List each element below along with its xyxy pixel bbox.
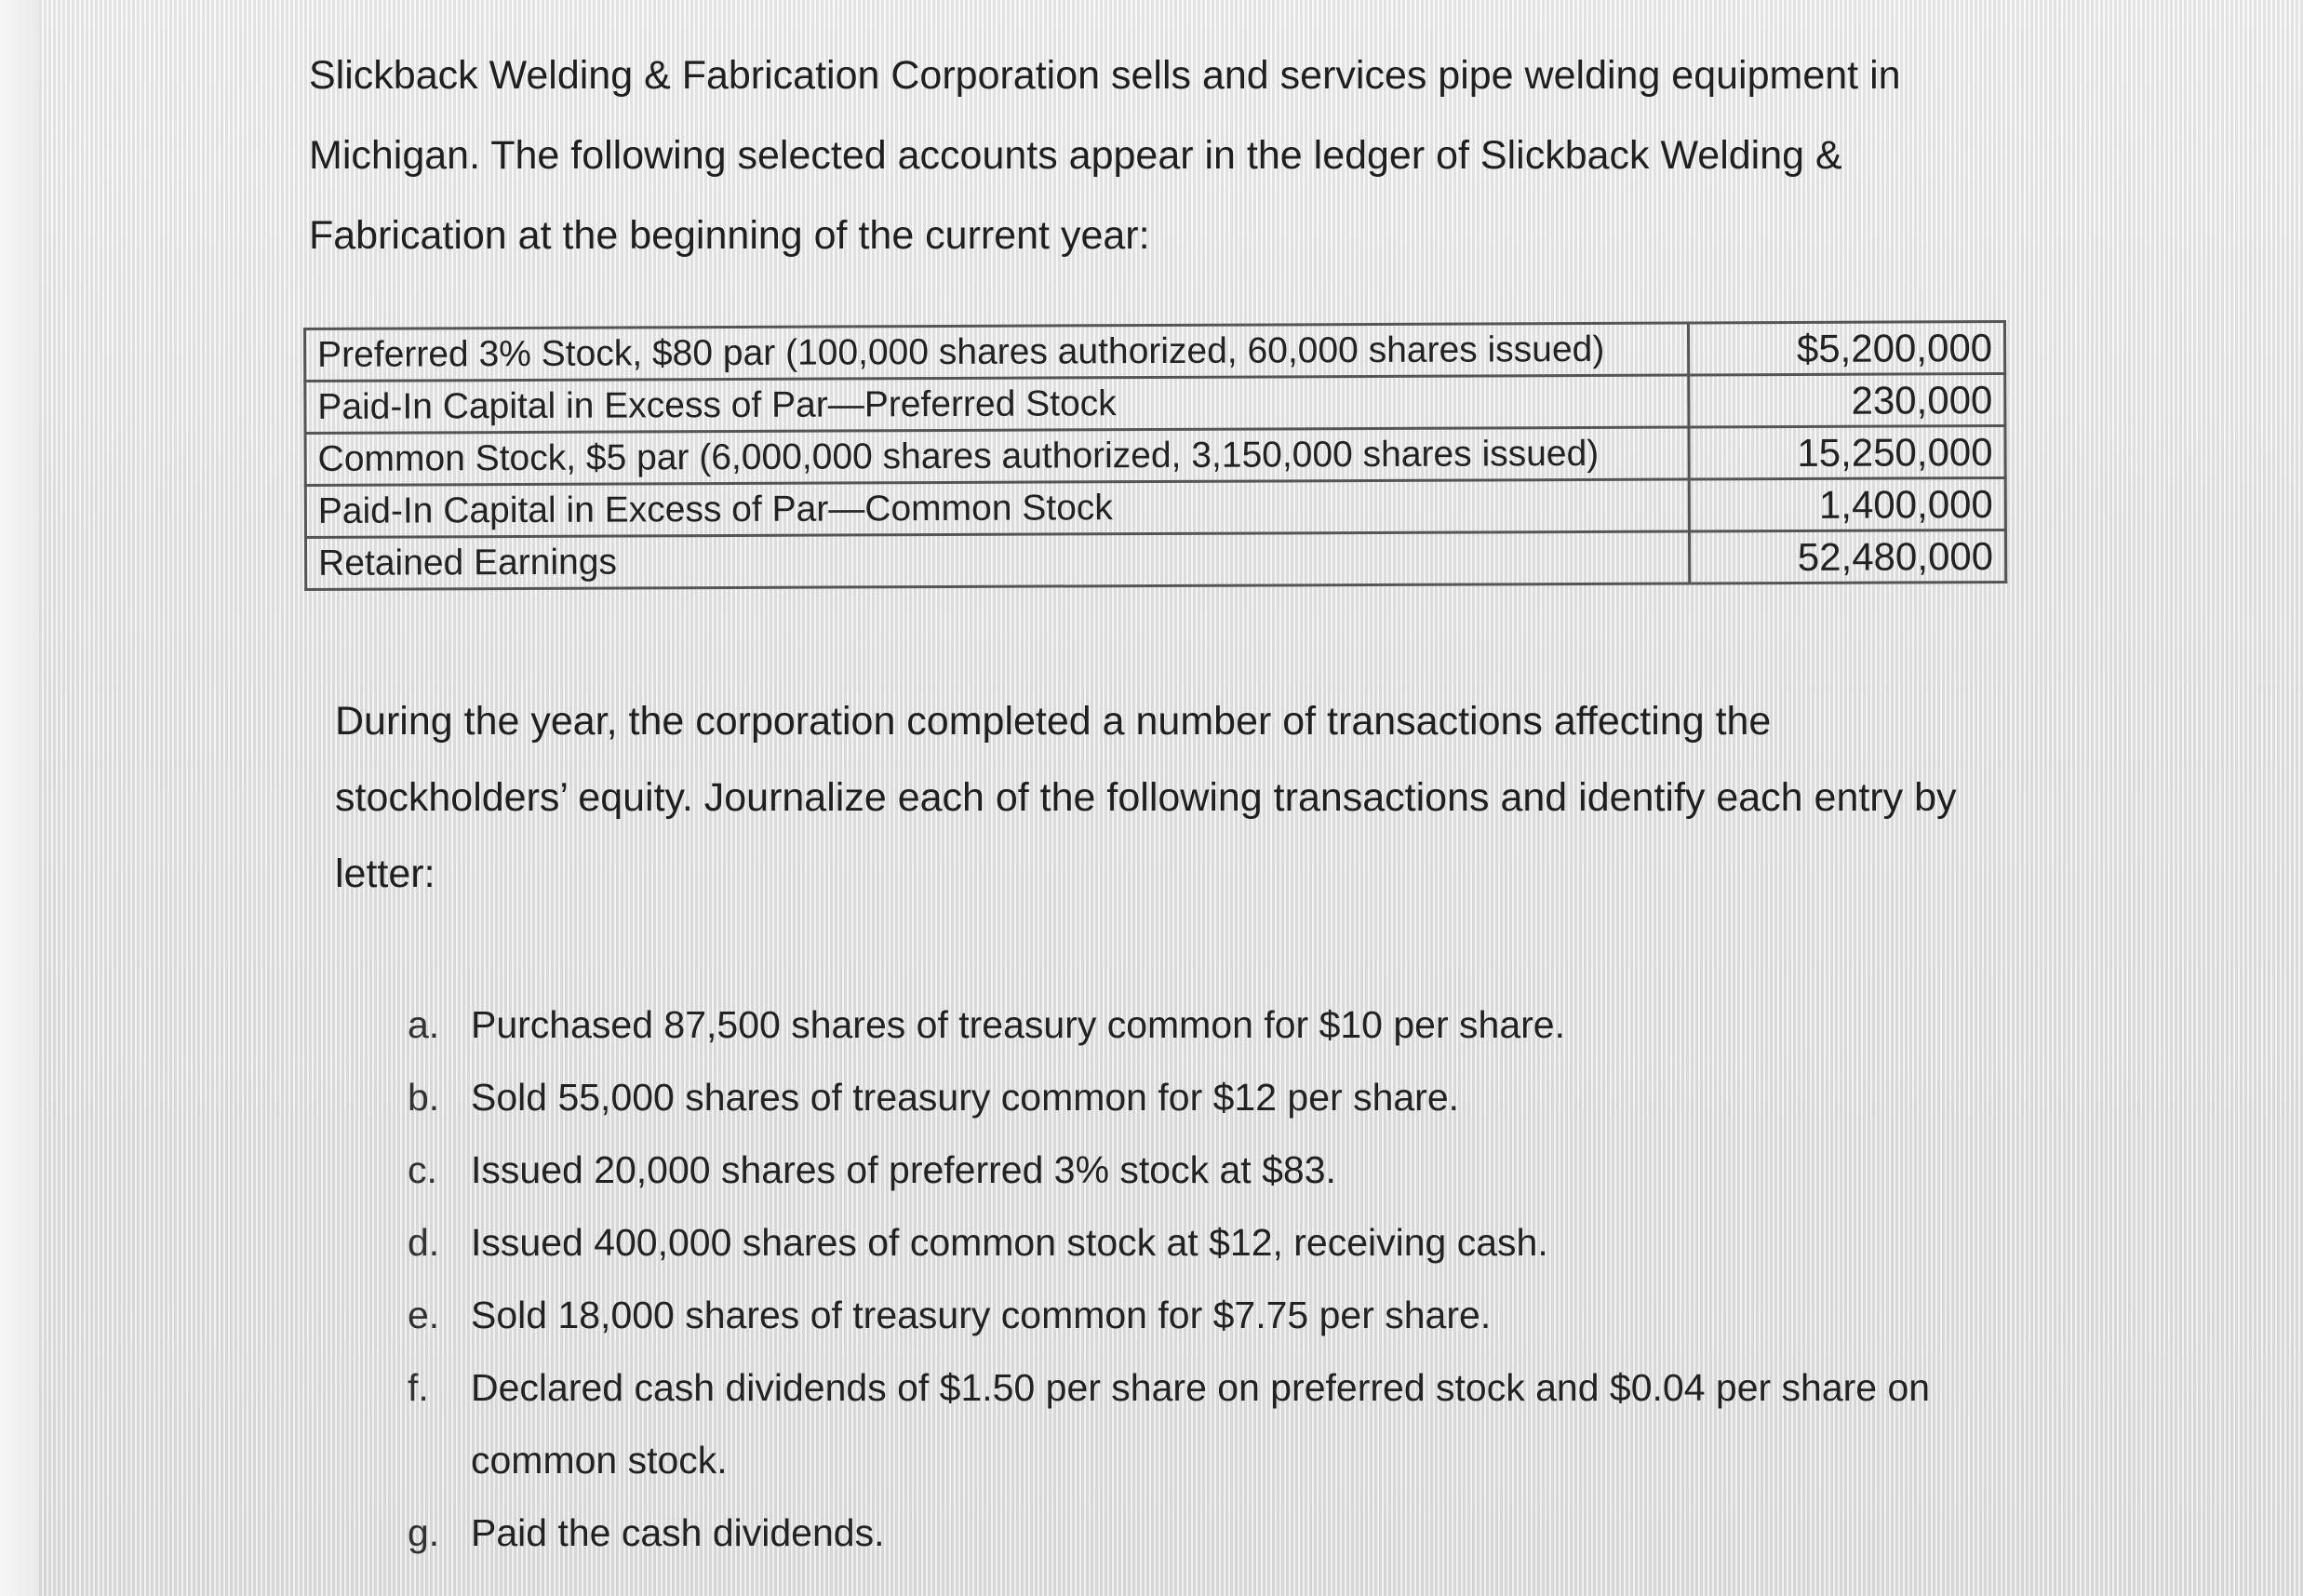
item-letter: c. xyxy=(408,1148,437,1191)
item-text: Issued 20,000 shares of preferred 3% stock at $83. xyxy=(471,1148,1336,1191)
item-text: Purchased 87,500 shares of treasury common for $10 per share. xyxy=(471,1003,1565,1046)
table-row xyxy=(305,322,2005,382)
instructions-paragraph xyxy=(335,683,1973,912)
table-row xyxy=(305,374,2005,434)
account-name-cell: Common Stock, $5 par (6,000,000 shares authorized, 3,150,000 shares issued) xyxy=(305,427,1689,485)
table-row xyxy=(305,478,2005,538)
item-text-continuation: common stock. xyxy=(471,1439,728,1482)
table-row xyxy=(305,530,2005,590)
item-text: Sold 55,000 shares of treasury common for $12 per share. xyxy=(471,1076,1460,1119)
instructions-line: stockholders’ equity. Journalize each of the following transactions and identify each entry by xyxy=(335,775,1957,820)
account-name-cell: Paid-In Capital in Excess of Par—Common Stock xyxy=(305,479,1689,537)
transaction-list xyxy=(408,988,1934,1569)
item-text: Issued 400,000 shares of common stock at $12, receiving cash. xyxy=(471,1221,1548,1264)
account-amount-cell: 52,480,000 xyxy=(1689,530,2005,583)
item-letter: d. xyxy=(408,1221,440,1264)
account-amount-cell: 1,400,000 xyxy=(1689,478,2005,531)
item-letter: b. xyxy=(408,1076,440,1119)
ledger-accounts-table xyxy=(303,320,2007,591)
list-item xyxy=(408,1061,1934,1133)
account-name-cell: Preferred 3% Stock, $80 par (100,000 shares authorized, 60,000 shares issued) xyxy=(305,323,1689,381)
list-item xyxy=(408,1133,1934,1206)
intro-line: Michigan. The following selected accounts appear in the ledger of Slickback Welding & xyxy=(309,133,1842,178)
list-item xyxy=(408,1206,1934,1279)
item-text: Paid the cash dividends. xyxy=(471,1511,885,1554)
account-amount-cell: 230,000 xyxy=(1689,374,2005,427)
list-item xyxy=(408,1279,1934,1351)
intro-line: Slickback Welding & Fabrication Corporation sells and services pipe welding equipment in xyxy=(309,53,1901,98)
item-letter: g. xyxy=(408,1511,440,1554)
intro-paragraph xyxy=(309,35,1947,275)
item-letter: f. xyxy=(408,1366,429,1409)
account-amount-cell: 15,250,000 xyxy=(1689,426,2005,479)
account-amount-cell: $5,200,000 xyxy=(1688,322,2004,375)
account-name-cell: Retained Earnings xyxy=(305,531,1689,589)
instructions-line: During the year, the corporation completed a number of transactions affecting the xyxy=(335,699,1772,744)
item-text: Sold 18,000 shares of treasury common for $7.75 per share. xyxy=(471,1294,1492,1336)
item-letter: a. xyxy=(408,1003,440,1046)
list-item xyxy=(408,1351,1934,1496)
page-margin xyxy=(0,0,39,1596)
table-row xyxy=(305,426,2005,486)
item-text: Declared cash dividends of $1.50 per share on preferred stock and $0.04 per share on xyxy=(471,1366,1931,1409)
account-name-cell: Paid-In Capital in Excess of Par—Preferred Stock xyxy=(305,375,1689,433)
instructions-line: letter: xyxy=(335,852,435,896)
item-letter: e. xyxy=(408,1294,440,1336)
list-item xyxy=(408,1496,1934,1569)
list-item xyxy=(408,988,1934,1061)
intro-line: Fabrication at the beginning of the current year: xyxy=(309,213,1150,258)
